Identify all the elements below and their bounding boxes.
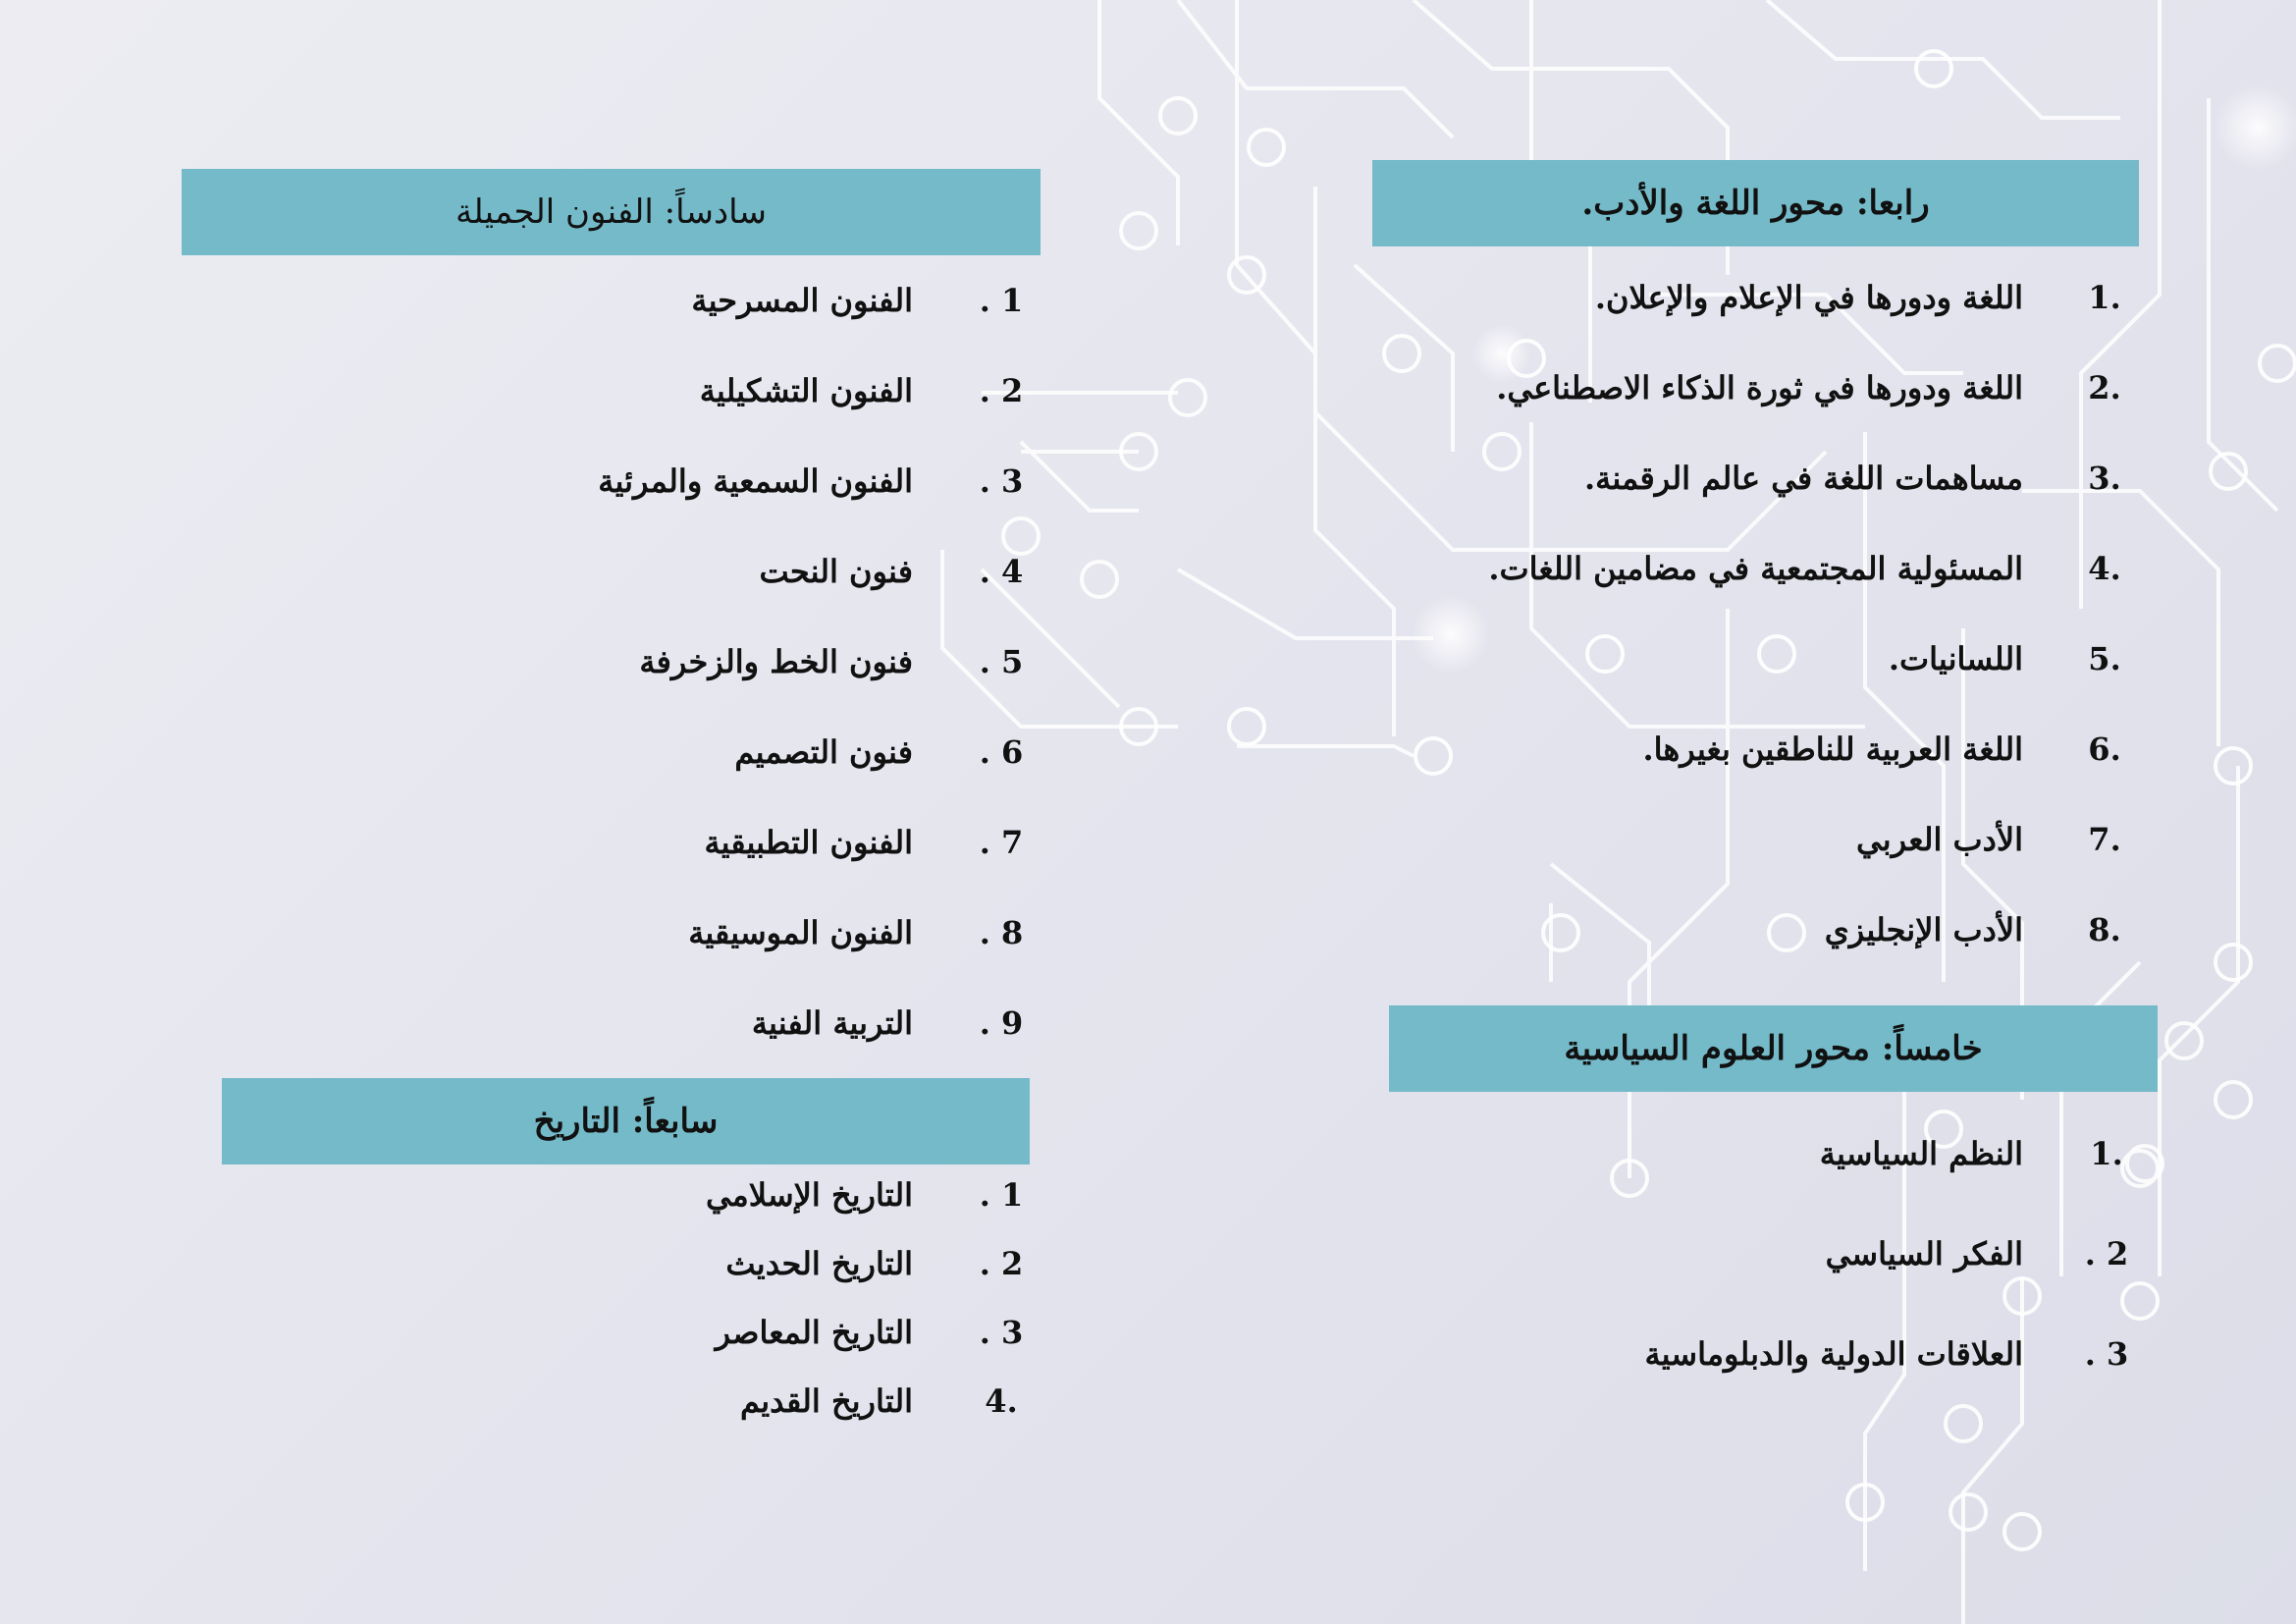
item-text: الفنون المسرحية [691,282,913,319]
section-arts [182,169,1041,1068]
item-text: الفنون التطبيقية [704,824,913,861]
section-politics-header [1389,1005,2158,1092]
section-history-header [222,1078,1030,1164]
item-number: 2 . [979,1245,1024,1282]
item-text: فنون الخط والزخرفة [639,643,913,680]
section-arts-header [182,169,1041,255]
item-number: 7 . [979,824,1024,861]
item-text: مساهمات اللغة في عالم الرقمنة. [1584,460,2023,497]
item-number: 8 . [979,914,1024,951]
section-arts-list [182,255,1041,1068]
item-text: الفنون التشكيلية [699,372,913,409]
item-text: اللغة ودورها في ثورة الذكاء الاصطناعي. [1496,369,2023,406]
section-arts-title: سادساً: الفنون الجميلة [455,192,767,232]
list-item [222,1367,1030,1435]
item-number: 5 . [979,643,1024,680]
list-item [182,797,1041,888]
item-number: 2 . [979,372,1024,409]
item-text: اللغة العربية للناطقين بغيرها. [1642,731,2023,768]
item-number: 2 . [2084,1235,2129,1272]
item-number: 1 . [979,1176,1024,1214]
item-text: الأدب الإنجليزي [1824,911,2023,948]
item-number: 3 . [979,462,1024,500]
item-number: .2 [2088,369,2121,406]
item-text: العلاقات الدولية والدبلوماسية [1644,1335,2023,1373]
list-item [182,255,1041,346]
item-text: التاريخ الحديث [725,1245,913,1282]
section-history-list [222,1161,1030,1435]
section-language [1372,160,2139,975]
list-item [222,1161,1030,1229]
item-number: 6 . [979,733,1024,771]
item-text: الفنون الموسيقية [688,914,913,951]
list-item [1372,794,2139,885]
list-item [182,526,1041,617]
list-item [182,707,1041,797]
list-item [1389,1204,2158,1304]
list-item [1372,433,2139,523]
item-number: .3 [2088,460,2121,497]
item-number: 1 . [979,282,1024,319]
item-number: .1 [2090,1135,2123,1172]
item-number: .4 [985,1382,1018,1420]
item-number: .1 [2088,279,2121,316]
list-item [1389,1104,2158,1204]
list-item [222,1229,1030,1298]
item-number: 4 . [979,553,1024,590]
list-item [182,436,1041,526]
list-item [1372,614,2139,704]
item-number: 3 . [979,1314,1024,1351]
item-number: .6 [2088,731,2121,768]
item-number: 9 . [979,1004,1024,1042]
item-text: اللسانيات. [1888,640,2023,677]
section-history [222,1078,1030,1435]
list-item [182,888,1041,978]
section-language-list [1372,252,2139,975]
list-item [1372,523,2139,614]
list-item [1389,1304,2158,1404]
list-item [182,346,1041,436]
list-item [1372,885,2139,975]
item-text: فنون النحت [759,553,913,590]
item-text: الفكر السياسي [1825,1235,2023,1272]
list-item [1372,252,2139,343]
list-item [182,978,1041,1068]
item-text: التاريخ القديم [739,1382,913,1420]
item-number: .8 [2088,911,2121,948]
item-number: 3 . [2084,1335,2129,1373]
item-number: .5 [2088,640,2121,677]
item-text: التاريخ الإسلامي [705,1176,913,1214]
item-text: اللغة ودورها في الإعلام والإعلان. [1594,279,2023,316]
list-item [1372,704,2139,794]
item-text: النظم السياسية [1819,1135,2023,1172]
section-history-title: سابعاً: التاريخ [533,1102,719,1141]
item-text: التاريخ المعاصر [715,1314,913,1351]
item-text: الفنون السمعية والمرئية [598,462,913,500]
section-politics-title: خامساً: محور العلوم السياسية [1564,1029,1983,1068]
list-item [1372,343,2139,433]
section-language-header [1372,160,2139,246]
section-language-title: رابعا: محور اللغة والأدب. [1581,184,1930,223]
item-text: المسئولية المجتمعية في مضامين اللغات. [1488,550,2023,587]
item-text: فنون التصميم [734,733,913,771]
item-number: .4 [2088,550,2121,587]
item-text: التربية الفنية [751,1004,913,1042]
section-politics [1389,1005,2158,1404]
list-item [222,1298,1030,1367]
item-number: .7 [2088,821,2121,858]
section-politics-list [1389,1104,2158,1404]
list-item [182,617,1041,707]
item-text: الأدب العربي [1856,821,2023,858]
